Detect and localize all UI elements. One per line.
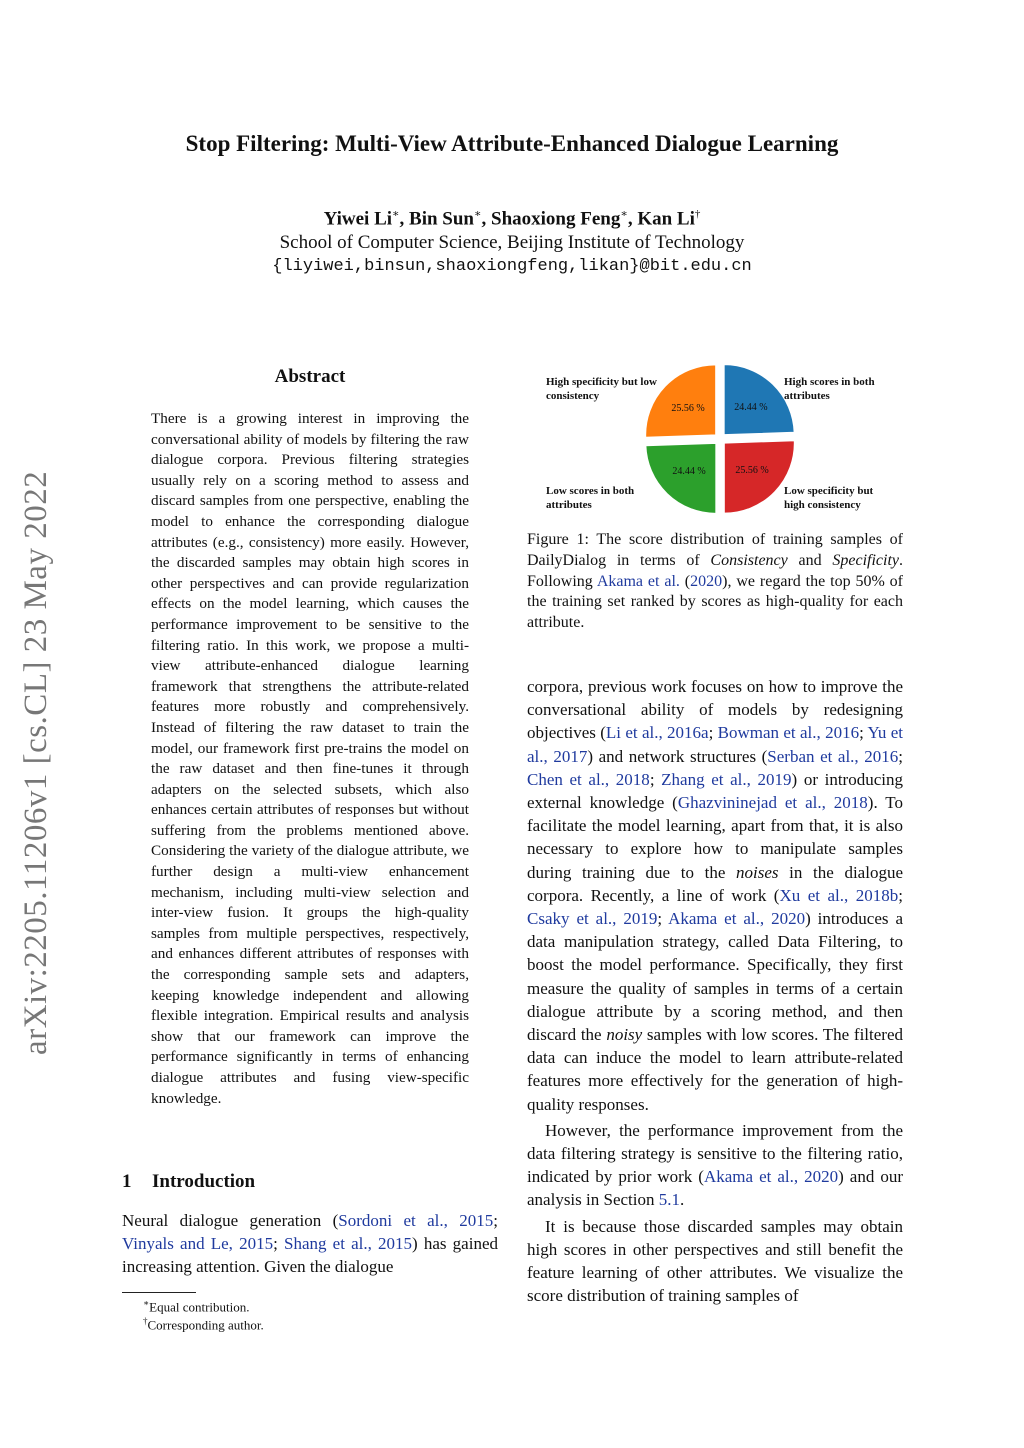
text-run: ; [273, 1234, 284, 1254]
section-title: Introduction [152, 1171, 256, 1192]
author-name: Kan Li [637, 208, 695, 230]
body-paragraph [527, 1119, 903, 1212]
footnote [143, 1313, 264, 1333]
citation-link[interactable]: Chen et al., 2018 [527, 769, 650, 789]
citation-link[interactable]: Sordoni et al., 2015 [338, 1211, 494, 1230]
author-email: {liyiwei,binsun,shaoxiongfeng,likan}@bit.edu.cn [272, 257, 752, 276]
pie-slice [646, 443, 716, 513]
text-run: ; [898, 746, 903, 766]
author-mark: ∗ [620, 208, 628, 220]
footnote-rule [122, 1292, 196, 1293]
pie-value-label: 25.56 % [671, 403, 705, 415]
text-run: ; [859, 723, 868, 743]
pie-slice-label: consistency [546, 390, 600, 402]
text-run: ; [493, 1211, 498, 1230]
citation-link[interactable]: Xu et al., 2018b [779, 885, 899, 905]
body-paragraph [527, 1215, 903, 1308]
pie-slice-label: High specificity but low [546, 376, 657, 388]
pie-slice-label: attributes [546, 499, 592, 511]
author-name: Shaoxiong Feng [491, 208, 621, 230]
citation-link[interactable]: Akama et al., 2020 [703, 1167, 839, 1187]
text-run: noisy [606, 1025, 643, 1045]
citation-link[interactable]: 5.1 [658, 1190, 680, 1210]
text-run: corpora, previous work focuses on how to improve the conversational ability of models by redesigning objectives ( [527, 677, 903, 743]
text-run: ). To facilitate the model learning, apart from that, it is also necessary to explore how to manipulate samples during training due to the [527, 793, 904, 882]
text-run: It is because those discarded samples may obtain high scores in other perspectives and still benefit the feature learning of other attributes. We visualize the score distribution of training samples of [527, 1216, 903, 1306]
right-column-text [527, 675, 903, 1307]
footnote-mark: ∗ [143, 1298, 150, 1308]
text-run: and [787, 551, 833, 569]
text-run: . [679, 1190, 685, 1210]
text-run: ; [657, 909, 669, 929]
pie-slice-label: high consistency [784, 499, 861, 511]
text-run: . Following [527, 551, 903, 590]
paper-title: Stop Filtering: Multi-View Attribute-Enhanced Dialogue Learning [185, 131, 839, 156]
citation-link[interactable]: Yu et al., 2017 [527, 723, 903, 766]
text-run: ; [898, 885, 903, 905]
citation-link[interactable]: Csaky et al., 2019 [527, 909, 658, 929]
footnote-text: Corresponding author. [147, 1317, 264, 1333]
pie-value-label: 24.44 % [734, 401, 768, 413]
text-run: ) and network structures ( [587, 746, 768, 766]
text-run: ) or introducing external knowledge ( [527, 769, 903, 813]
pie-slice-label: Low scores in both [546, 485, 635, 497]
text-run: Figure 1: The score distribution of training samples of DailyDialog in terms of [527, 531, 903, 569]
pie-value-label: 25.56 % [735, 464, 769, 476]
author-mark: ∗ [392, 208, 400, 220]
author-name: Yiwei Li [323, 208, 393, 230]
author-mark: † [694, 208, 701, 220]
text-run: in the dialogue corpora. Recently, a line of work ( [527, 862, 903, 905]
citation-link[interactable]: Ghazvininejad et al., 2018 [677, 793, 868, 813]
abstract-heading: Abstract [274, 366, 346, 387]
text-run: ( [679, 572, 691, 590]
text-run: ) introduces a data manipulation strategy, called Data Filtering, to boost the model performance. Specifically, they first measure the quality of samples in terms of a certain dialogue attribute by a scoring method, and then discard the [527, 909, 903, 1045]
pie-value-label: 24.44 % [672, 466, 706, 478]
text-run: ), we regard the top 50% of the training set ranked by scores as high-quality for each attribute. [527, 572, 904, 632]
text-run: Consistency [710, 551, 788, 569]
text-run: ) and our analysis in Section [527, 1167, 903, 1210]
citation-link[interactable]: Vinyals and Le, 2015 [122, 1234, 274, 1254]
body-paragraph [527, 675, 903, 1116]
intro-paragraph [122, 1209, 498, 1279]
text-run: ; [649, 769, 662, 789]
citation-link[interactable]: Shang et al., 2015 [283, 1234, 413, 1254]
text-run: ) has gained increasing attention. Given the dialogue [122, 1234, 498, 1277]
citation-link[interactable]: Akama et al., 2020 [668, 909, 806, 929]
arxiv-identifier: arXiv:2205.11206v1 [cs.CL] 23 May 2022 [18, 470, 54, 1055]
citation-link[interactable]: Serban et al., 2016 [767, 746, 899, 766]
text-run: Specificity [832, 551, 899, 569]
text-run: Neural dialogue generation ( [122, 1211, 339, 1230]
citation-link[interactable]: Li et al., 2016a [605, 723, 709, 743]
citation-link[interactable]: Bowman et al., 2016 [717, 723, 860, 743]
citation-link[interactable]: Akama et al. [596, 572, 680, 590]
pie-slice-label: Low specificity but [784, 485, 874, 497]
section-heading-introduction [122, 1171, 255, 1193]
footnote-mark: † [143, 1316, 148, 1326]
author-mark: ∗ [474, 208, 482, 220]
footnote-text: Equal contribution. [149, 1299, 250, 1315]
text-run: ; [708, 723, 718, 743]
citation-link[interactable]: Zhang et al., 2019 [661, 769, 792, 789]
citation-link[interactable]: 2020 [690, 572, 723, 590]
pie-slice-label: High scores in both [784, 376, 875, 388]
author-name: Bin Sun [409, 208, 475, 230]
pie-slice-label: attributes [784, 390, 830, 402]
author-list: Yiwei Li∗, Bin Sun∗, Shaoxiong Feng∗, Kan Li† [323, 208, 701, 230]
text-run: samples with low scores. The filtered data can induce the model to learn attribute-related features more effectively for the generation of high-quality responses. [527, 1025, 903, 1114]
affiliation: School of Computer Science, Beijing Institute of Technology [279, 232, 745, 253]
section-number: 1 [122, 1171, 132, 1192]
abstract-text: There is a growing interest in improving the conversational ability of models by filtering the raw dialogue corpora. Previous filtering strategies usually rely on a scoring method to assess and discard samples from one perspective, enabling the model to enhance the corresponding dialogue attributes (e.g., consistency) more easily. However, the discarded samples may obtain high scores in other perspectives and can provide regularization effects on the model learning, which causes the performance improvement to be sensitive to the filtering ratio. In this work, we propose a multi-view attribute-enhanced dialogue learning framework that strengthens the attribute-related features more robustly and comprehensively. Instead of filtering the raw dataset to train the model, our framework first pre-trains the model on the raw dataset and then fine-tunes it through adapters on the selected subsets, which also enhances certain attributes of responses but without suffering from the problems mentioned above. Considering the variety of the dialogue attribute, we further design a multi-view enhancement mechanism, including multi-view selection and inter-view fusion. It groups the high-quality samples from multiple perspectives, respectively, and enhances different attributes of responses with the corresponding sample sets and adapters, keeping knowledge independent and allowing flexible integration. Empirical results and analysis show that our framework can improve the performance significantly in terms of enhancing dialogue attributes and fusing view-specific knowledge. [151, 410, 469, 1107]
text-run: noises [736, 862, 779, 882]
text-run: However, the performance improvement from the data filtering strategy is sensitive to the filtering ratio, indicated by prior work ( [527, 1120, 903, 1187]
figure-1-pie-chart [540, 356, 900, 518]
figure-1-caption [527, 530, 903, 634]
